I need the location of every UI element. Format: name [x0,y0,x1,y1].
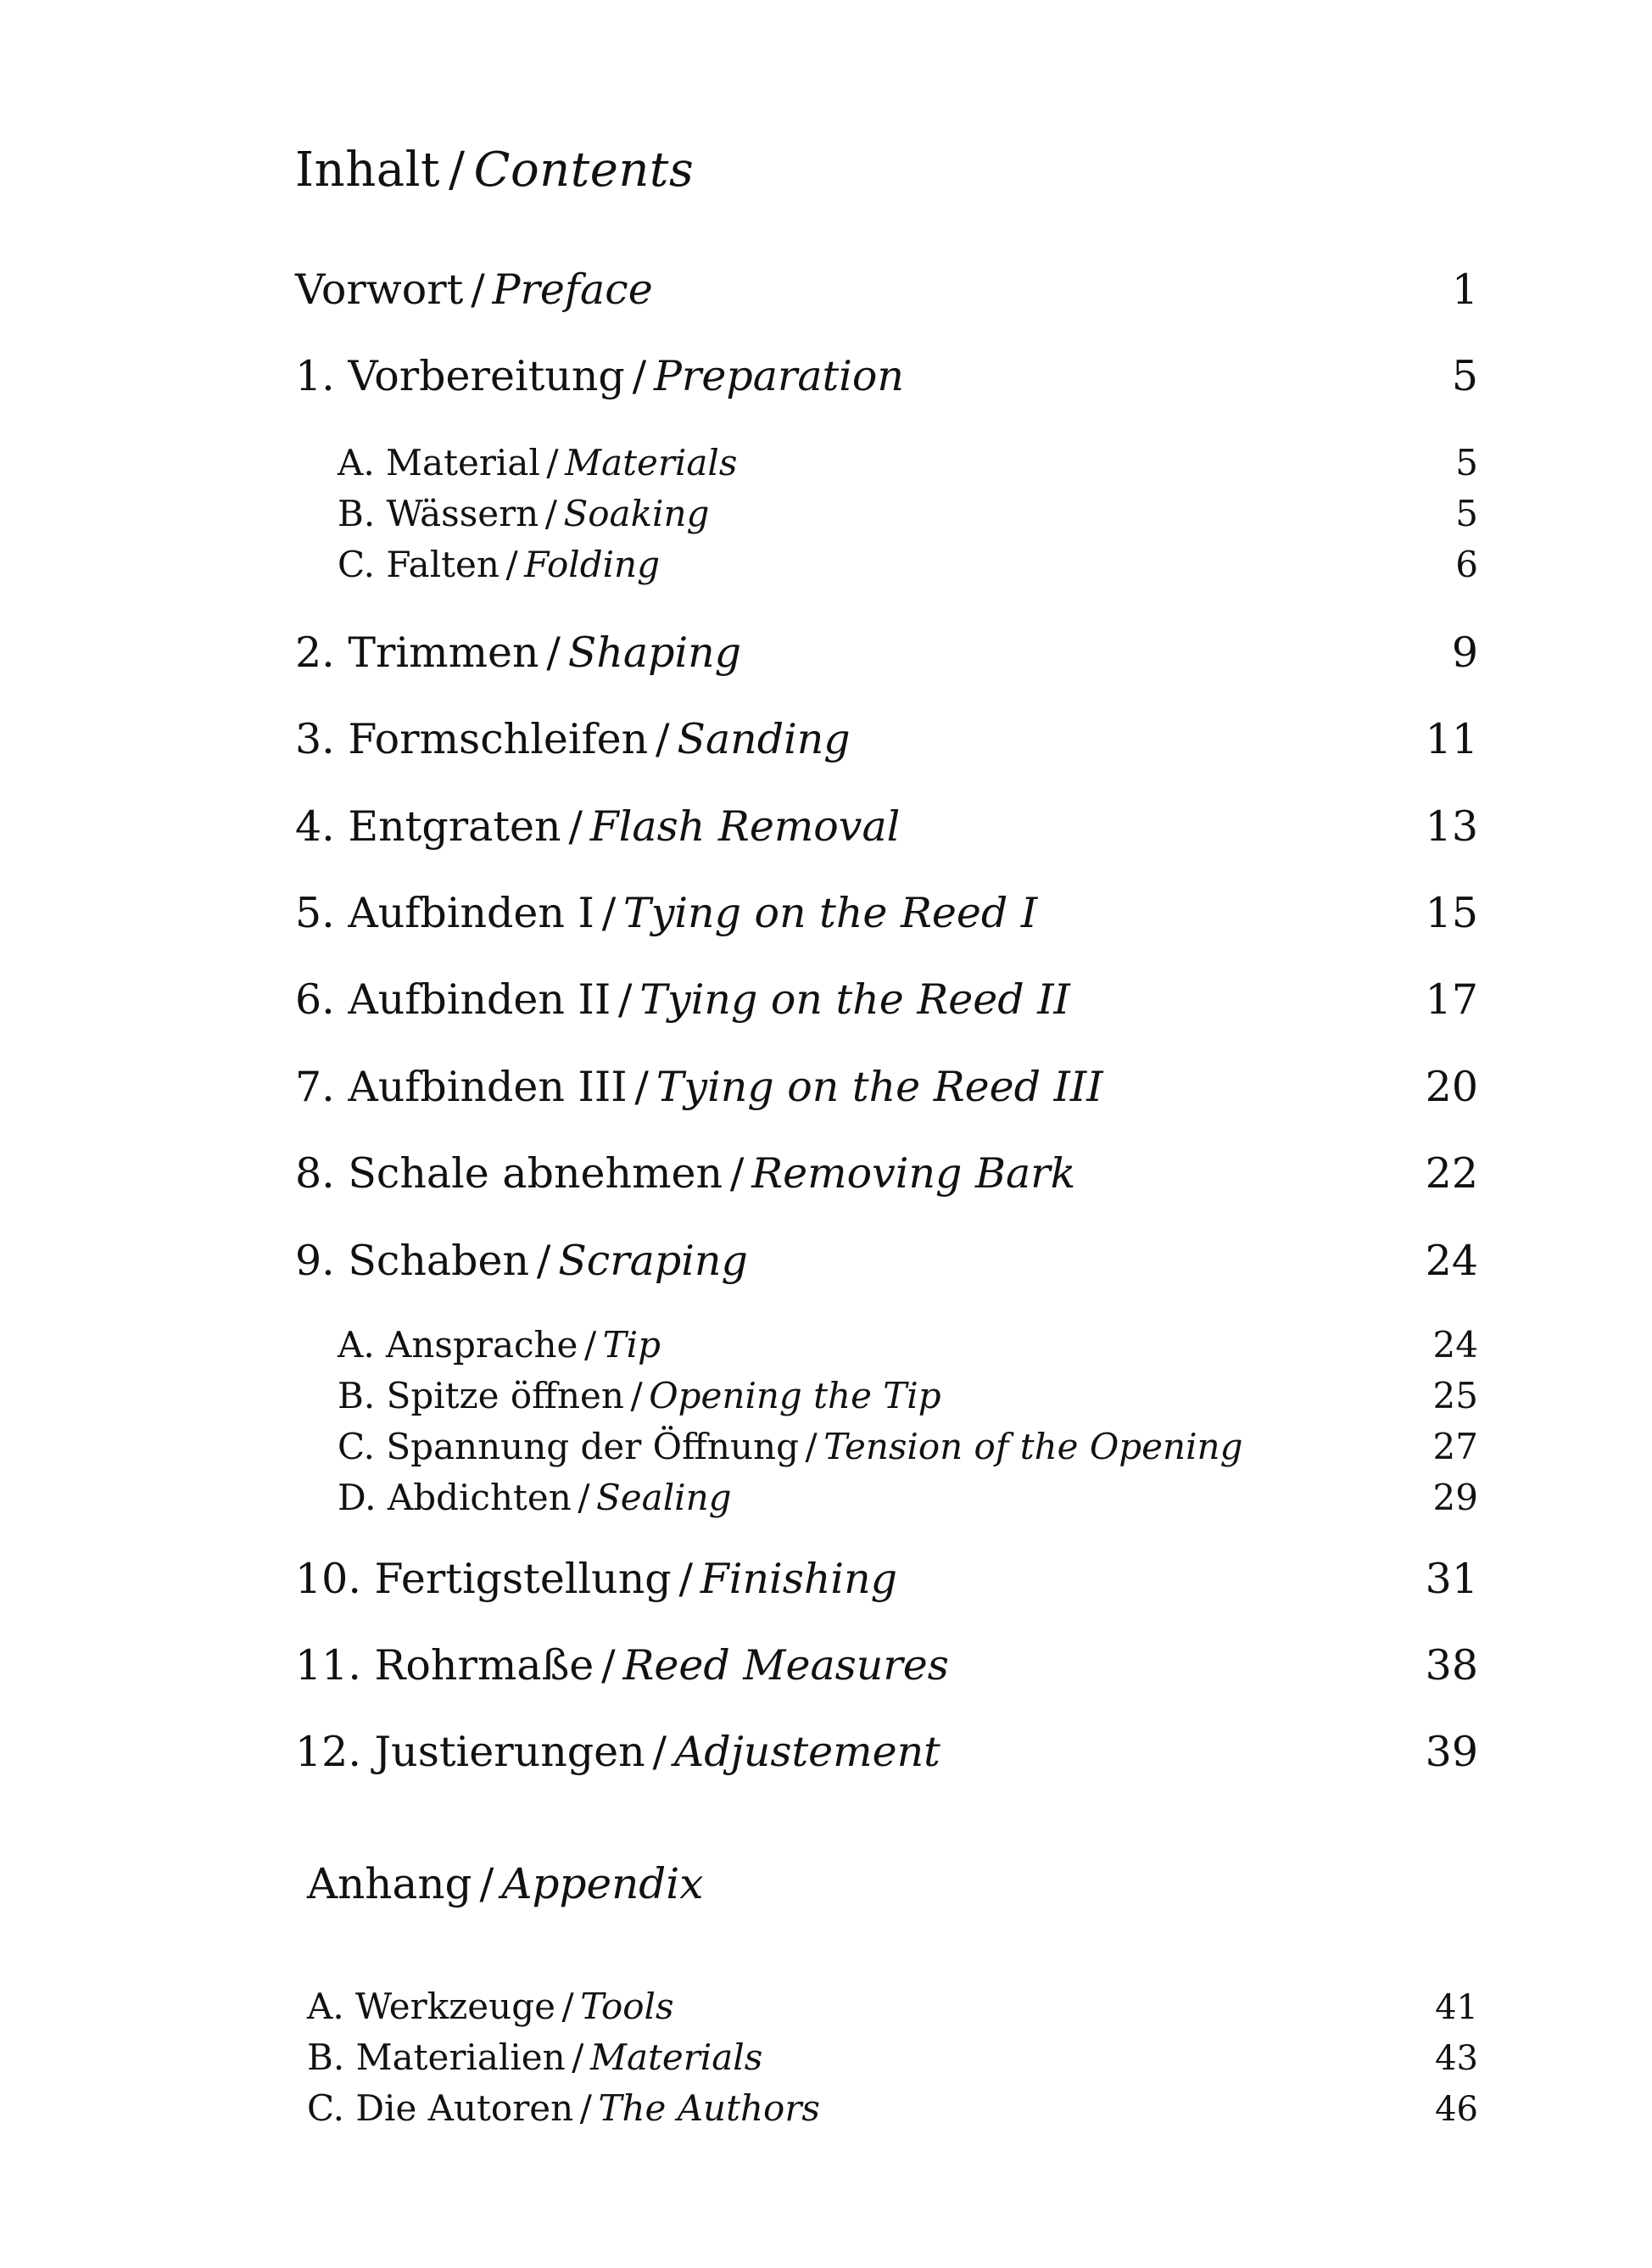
entry-title-english: Folding [524,544,660,585]
entry-title-german: Anhang [307,1859,472,1908]
entry-title-german: Schaben [348,1237,530,1285]
entry-title-english: Sanding [677,715,851,763]
entry-title-german: Ansprache [386,1324,578,1366]
entry-separator: / [546,442,559,483]
entry-title-german: Trimmen [348,628,539,677]
entry-separator: / [618,975,633,1024]
entry-number: 11. [295,1641,361,1690]
toc-entry [295,1544,1478,1603]
entry-number: 4. [295,802,335,851]
entry-title-english: The Authors [598,2087,820,2129]
entry-label [295,1728,940,1776]
entry-title-english: Materials [589,2036,763,2078]
page-number: 20 [1425,1063,1478,1111]
entry-title-german: Vorbereitung [348,352,625,400]
entry-title-german: Spannung der Öffnung [386,1426,799,1467]
entry-title-english: Flash Removal [589,802,901,851]
entry-number: A. [338,442,375,483]
entry-title-english: Tying on the Reed I [623,889,1038,937]
entry-separator: / [583,1324,597,1366]
entry-title-german: Formschleifen [348,715,649,763]
entry-number: B. [338,493,376,534]
page-number: 24 [1425,1237,1478,1285]
entry-separator: / [546,628,561,677]
entry-number: A. [307,1986,344,2027]
page-number: 9 [1451,628,1478,677]
entry-title-english: Tying on the Reed II [639,975,1070,1024]
entry-title-english: Preface [492,265,653,314]
toc-entry [295,1630,1478,1690]
entry-title-english: Appendix [501,1859,704,1908]
entry-label [338,1477,732,1518]
page-number: 27 [1432,1426,1478,1467]
page-number: 5 [1451,352,1478,400]
entry-label [307,1859,704,1908]
entry-title-english: Preparation [653,352,904,400]
page-number: 17 [1425,975,1478,1024]
page-number: 38 [1425,1641,1478,1690]
entry-title-german: Materialien [355,2036,566,2078]
entry-title-german: Abdichten [387,1477,572,1518]
page-number: 25 [1432,1375,1478,1416]
entry-separator: / [471,265,485,314]
entry-title-german: Rohrmaße [374,1641,594,1690]
entry-title-english: Shaping [567,628,742,677]
entry-separator: / [578,1477,590,1518]
entry-title-german: Spitze öffnen [386,1375,624,1416]
entry-label [295,1063,1103,1111]
entry-title-german: Material [386,442,540,483]
entry-separator: / [579,2087,592,2129]
toc-entry [295,704,1478,763]
entry-number: 9. [295,1237,335,1285]
entry-number: 1. [295,352,335,400]
entry-number: 12. [295,1728,361,1776]
entry-separator: / [634,1063,649,1111]
entry-label [295,1555,897,1603]
toc-entry [295,878,1478,937]
toc-entry [295,791,1478,851]
entry-label [338,544,660,585]
section-heading [307,1849,1478,1908]
toc-subentry [338,1459,1478,1518]
page-number: 13 [1425,802,1478,851]
entry-number: C. [338,1426,375,1467]
entry-title-english: Tying on the Reed III [656,1063,1103,1111]
entry-label [295,1149,1075,1198]
entry-separator: / [601,889,617,937]
entry-number: B. [307,2036,345,2078]
page-number: 46 [1435,2090,1478,2129]
entry-title-german: Justierungen [374,1728,645,1776]
entry-title-english: Tension of the Opening [823,1426,1243,1467]
page-number: 43 [1435,2039,1478,2078]
entry-label [295,802,900,851]
entry-number: C. [307,2087,344,2129]
entry-number: 2. [295,628,335,677]
page-number: 31 [1425,1555,1478,1603]
title-german: Inhalt [295,142,441,198]
toc-entry [295,964,1478,1024]
entry-separator: / [630,1375,643,1416]
entry-title-german: Vorwort [295,265,464,314]
entry-separator: / [729,1149,745,1198]
toc-entry [295,341,1478,400]
page-number: 39 [1425,1728,1478,1776]
entry-number: 5. [295,889,335,937]
toc-entry [295,1226,1478,1285]
entry-separator: / [601,1641,616,1690]
entry-title-english: Opening the Tip [649,1375,941,1416]
entry-number: 6. [295,975,335,1024]
page-number: 29 [1432,1477,1478,1518]
title-separator: / [449,142,466,198]
page-number: 11 [1425,715,1478,763]
page-number: 41 [1435,1988,1478,2027]
page-number: 1 [1451,265,1478,314]
entry-title-english: Tools [580,1986,674,2027]
entry-title-german: Aufbinden III [348,1063,628,1111]
entry-separator: / [505,544,518,585]
page-title [295,142,694,198]
entry-label [295,628,741,677]
page-number: 6 [1455,544,1478,585]
entry-label [295,715,851,763]
entry-title-english: Tip [602,1324,661,1366]
toc-entry [295,617,1478,677]
entry-separator: / [568,802,583,851]
entry-number: C. [338,544,375,585]
entry-separator: / [544,493,557,534]
entry-title-german: Aufbinden I [348,889,594,937]
entry-separator: / [572,2036,584,2078]
entry-title-german: Falten [386,544,500,585]
toc-entry [295,1717,1478,1776]
toc-subentry [338,526,1478,585]
title-english: Contents [473,142,695,198]
entry-label [295,1237,748,1285]
entry-title-german: Werkzeuge [355,1986,555,2027]
entry-number: 7. [295,1063,335,1111]
entry-number: 3. [295,715,335,763]
toc-entry [295,1138,1478,1198]
entry-number: B. [338,1375,376,1416]
page-number: 22 [1425,1149,1478,1198]
entry-label [295,265,653,314]
entry-title-english: Finishing [700,1555,897,1603]
entry-separator: / [479,1859,494,1908]
toc-subentry [307,2070,1478,2129]
entry-separator: / [805,1426,818,1467]
entry-separator: / [656,715,670,763]
entry-label [295,975,1070,1024]
page-number: 5 [1455,493,1478,534]
entry-label [295,352,904,400]
entry-title-german: Die Autoren [355,2087,574,2129]
entry-title-english: Materials [565,442,738,483]
entry-title-english: Adjustement [673,1728,940,1776]
entry-separator: / [678,1555,693,1603]
entry-title-english: Sealing [596,1477,732,1518]
entry-title-german: Wässern [386,493,539,534]
entry-title-english: Scraping [558,1237,748,1285]
toc-entry [295,254,1478,314]
entry-number: 8. [295,1149,335,1198]
entry-separator: / [632,352,647,400]
entry-label [295,1641,949,1690]
entry-title-english: Removing Bark [751,1149,1076,1198]
toc-entry [295,1052,1478,1111]
page-number: 24 [1432,1324,1478,1366]
entry-title-german: Aufbinden II [348,975,611,1024]
entry-separator: / [536,1237,551,1285]
page-number: 15 [1425,889,1478,937]
page-number: 5 [1455,442,1478,483]
entry-number: D. [338,1477,377,1518]
entry-title-german: Entgraten [348,802,561,851]
entry-title-english: Soaking [563,493,710,534]
entry-label [295,889,1037,937]
entry-title-english: Reed Measures [622,1641,949,1690]
entry-title-german: Fertigstellung [374,1555,672,1603]
entry-label [307,2087,820,2129]
entry-title-german: Schale abnehmen [348,1149,723,1198]
entry-separator: / [561,1986,574,2027]
entry-number: A. [338,1324,375,1366]
entry-separator: / [652,1728,667,1776]
entry-number: 10. [295,1555,361,1603]
